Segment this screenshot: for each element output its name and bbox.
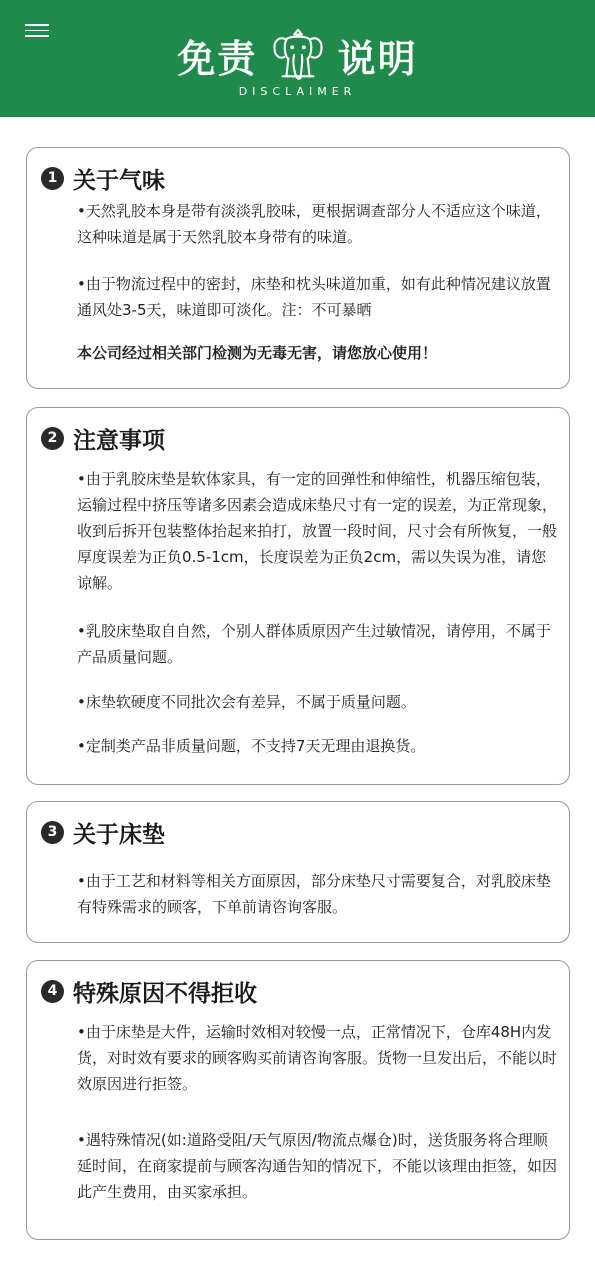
section-header: [41, 162, 165, 196]
section-title: 关于气味: [73, 168, 165, 194]
section-header: [41, 422, 165, 456]
title-left: 免责: [177, 36, 258, 81]
section-card-mattress: [26, 801, 570, 943]
section-header: [41, 975, 257, 1009]
section-title: 特殊原因不得拒收: [73, 981, 257, 1007]
title-right: 说明: [337, 36, 418, 81]
section-number-badge: 1: [41, 167, 64, 190]
paragraph: •床垫软硬度不同批次会有差异，不属于质量问题。: [77, 693, 416, 711]
paragraph: •定制类产品非质量问题，不支持7天无理由退换货。: [77, 737, 426, 755]
paragraph: •由于乳胶床垫是软体家具，有一定的回弹性和伸缩性，机器压缩包装，运输过程中挤压等诸多因素会造成床垫尺寸有一定的误差，为正常现象，收到后拆开包装整体抬起来拍打，放置一段时间，尺寸会有所恢复，一般厚度误差为正负0.5-1cm，长度误差为正负2cm，需以失误为准，请您谅解。: [77, 470, 558, 592]
subtitle: DISCLAIMER: [238, 85, 357, 98]
paragraph: •遇特殊情况(如:道路受阻/天气原因/物流点爆仓)时，送货服务将合理顺延时间，在商家提前与顾客沟通告知的情况下，不能以该理由拒签，如因此产生费用，由买家承担。: [77, 1131, 558, 1201]
paragraph: •天然乳胶本身是带有淡淡乳胶味，更根据调查部分人不适应这个味道，这种味道是属于天然乳胶本身带有的味道。: [77, 202, 551, 246]
paragraph: •由于床垫是大件，运输时效相对较慢一点，正常情况下，仓库48H内发货，对时效有要求的顾客购买前请咨询客服。货物一旦发出后，不能以时效原因进行拒签。: [77, 1023, 558, 1093]
elephant-logo-icon: [269, 26, 327, 84]
section-card-odor: [26, 147, 570, 389]
section-number-badge: 4: [41, 980, 64, 1003]
section-number-badge: 3: [41, 821, 64, 844]
section-header: [41, 816, 165, 850]
paragraph: •由于工艺和材料等相关方面原因，部分床垫尺寸需要复合，对乳胶床垫有特殊需求的顾客，下单前请咨询客服。: [77, 872, 551, 916]
safety-note: 本公司经过相关部门检测为无毒无害，请您放心使用！: [77, 344, 438, 362]
paragraph: •由于物流过程中的密封，床垫和枕头味道加重，如有此种情况建议放置通风处3-5天，味道即可淡化。注：不可暴晒: [77, 275, 551, 319]
header-banner: [0, 0, 595, 117]
section-card-notes: [26, 407, 570, 785]
section-title: 注意事项: [73, 428, 165, 454]
section-title: 关于床垫: [73, 822, 165, 848]
section-card-no-refusal: [26, 960, 570, 1240]
section-number-badge: 2: [41, 427, 64, 450]
page-title: [0, 26, 595, 84]
paragraph: •乳胶床垫取自自然，个别人群体质原因产生过敏情况，请停用，不属于产品质量问题。: [77, 622, 551, 666]
